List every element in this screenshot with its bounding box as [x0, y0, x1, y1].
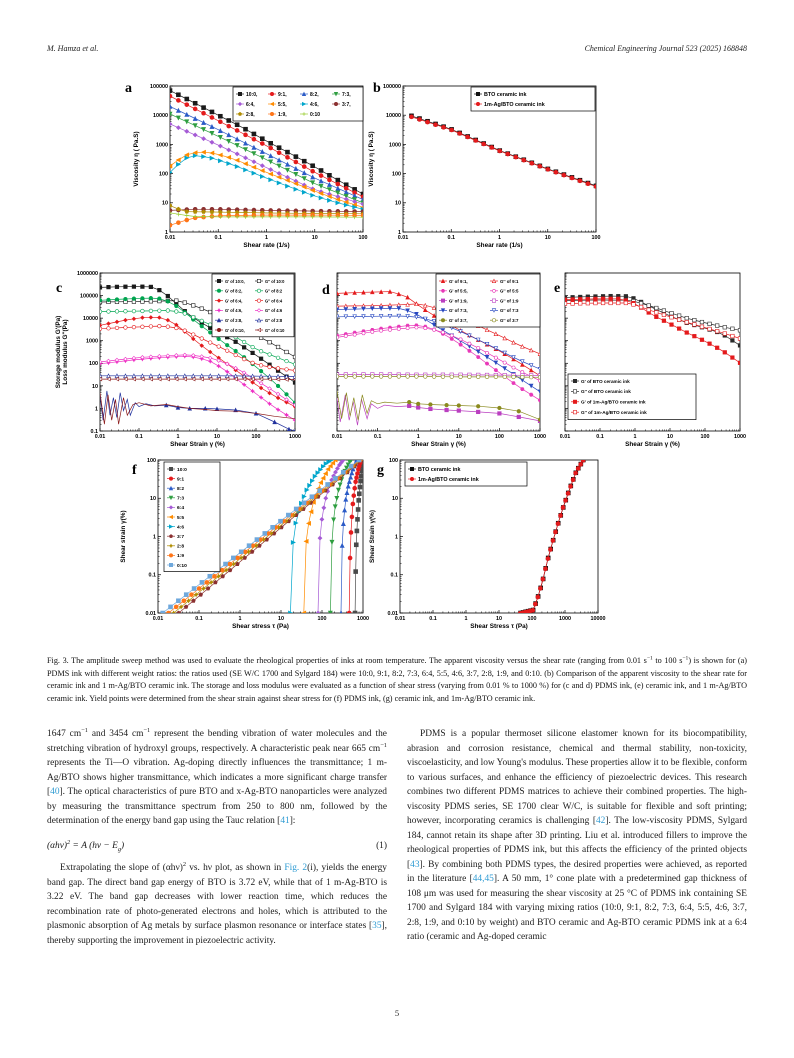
text-segment: to 100 s: [652, 656, 683, 665]
text-segment: (i), yields the energy band gap. The direct band gap energy of BTO is 3.72 eV, while that of 1 m-Ag-BTO is 3.22 eV. The band gap decreases with lower reaction time, which reduces the recombination rate of photo-generated electrons and holes, which is attributed to the plasmonic absorption of Ag metals by surface plasmon resonance or interface states [: [47, 863, 387, 931]
svg-text:0.1: 0.1: [390, 572, 398, 579]
figure-caption: [47, 655, 747, 706]
svg-text:3:7,: 3:7,: [342, 101, 351, 108]
svg-text:1: 1: [165, 229, 168, 236]
svg-text:5:5: 5:5: [177, 515, 185, 521]
svg-text:1000: 1000: [86, 338, 98, 345]
text-segment: −1: [646, 655, 653, 662]
svg-text:b: b: [373, 81, 381, 96]
svg-text:10: 10: [455, 434, 462, 440]
svg-text:G'' of BTO ceramic ink: G'' of BTO ceramic ink: [581, 389, 631, 395]
svg-text:0.1: 0.1: [373, 434, 382, 440]
svg-text:1000: 1000: [289, 434, 301, 440]
svg-text:1:9,: 1:9,: [278, 111, 287, 118]
svg-text:G'' of 6:4: G'' of 6:4: [265, 298, 283, 304]
svg-text:Shear rate (1/s): Shear rate (1/s): [476, 242, 523, 249]
svg-text:0:10: 0:10: [177, 563, 187, 569]
svg-text:100: 100: [389, 457, 398, 464]
text-segment: represents the Ti—O vibration. Ag-doping directly influences the transmittance; 1 m-Ag/BTO shows higher transmittance, which indicates a more significant charge transfer [: [47, 758, 387, 797]
svg-text:100: 100: [317, 616, 327, 622]
text-segment: ]:: [289, 816, 296, 826]
svg-text:6:4,: 6:4,: [246, 101, 255, 108]
svg-text:3:7: 3:7: [177, 535, 185, 540]
svg-text:Shear Strain γ (%): Shear Strain γ (%): [170, 441, 225, 448]
svg-text:7:3,: 7:3,: [342, 91, 351, 98]
svg-text:1: 1: [176, 434, 180, 440]
svg-text:Shear Strain γ (%): Shear Strain γ (%): [625, 441, 680, 448]
svg-text:0.1: 0.1: [596, 434, 604, 440]
panel-a-chart: [95, 70, 375, 262]
text-segment: −1: [380, 741, 387, 749]
paragraph: [407, 727, 747, 945]
svg-text:100: 100: [251, 434, 261, 440]
svg-text:G'' of 4:6: G'' of 4:6: [265, 308, 283, 314]
header-authors: M. Hamza et al.: [47, 44, 99, 53]
reference-link[interactable]: 40: [50, 787, 60, 797]
body-text: [47, 727, 747, 948]
svg-text:10000: 10000: [83, 316, 98, 323]
text-segment: 2: [182, 860, 187, 868]
svg-text:Shear strain γ(%): Shear strain γ(%): [120, 510, 127, 563]
panel-e-chart: [550, 262, 760, 458]
svg-text:G' of 1:9,: G' of 1:9,: [449, 298, 468, 304]
text-segment: Fig. 3. The amplitude sweep method was used to evaluate the rheological properties of inks at room temperature. The apparent viscosity versus the shear rate (ranging from 0.01 s: [47, 656, 647, 665]
svg-text:1: 1: [464, 616, 468, 622]
svg-text:Shear Stress τ (Pa): Shear Stress τ (Pa): [470, 623, 528, 630]
svg-text:1m-Ag/BTO ceramic ink: 1m-Ag/BTO ceramic ink: [484, 101, 545, 108]
svg-text:0.1: 0.1: [429, 616, 437, 622]
svg-text:10000: 10000: [153, 113, 168, 120]
svg-text:G' of 9:1,: G' of 9:1,: [449, 278, 468, 284]
svg-text:10: 10: [150, 496, 156, 503]
text-segment: 2: [67, 838, 71, 846]
panel-f-chart: [108, 452, 383, 650]
svg-text:1000: 1000: [734, 434, 746, 440]
svg-text:1000: 1000: [389, 142, 401, 149]
text-segment: g: [117, 845, 122, 853]
reference-link[interactable]: 41: [280, 816, 290, 826]
svg-text:0.01: 0.01: [397, 235, 409, 241]
svg-text:0.01: 0.01: [387, 610, 398, 617]
svg-text:1000: 1000: [534, 434, 546, 440]
svg-text:1: 1: [153, 534, 156, 541]
svg-text:G'' of 1:9: G'' of 1:9: [500, 298, 519, 304]
text-segment: −1: [81, 726, 88, 734]
text-segment: 1647 cm: [47, 729, 82, 739]
svg-text:c: c: [56, 281, 63, 296]
svg-text:1: 1: [238, 616, 242, 622]
text-segment: and 3454 cm: [87, 729, 144, 739]
svg-text:G' of 2:8,: G' of 2:8,: [225, 318, 243, 323]
svg-text:BTO ceramic ink: BTO ceramic ink: [484, 91, 527, 98]
svg-text:e: e: [554, 281, 561, 296]
svg-text:0.1: 0.1: [148, 572, 156, 579]
svg-text:Loss modulus G''(Pa): Loss modulus G''(Pa): [62, 319, 69, 385]
svg-text:Shear rate (1/s): Shear rate (1/s): [243, 242, 290, 249]
svg-text:G' of 8:2,: G' of 8:2,: [225, 288, 243, 294]
svg-text:1m-Ag/BTO ceramic ink: 1m-Ag/BTO ceramic ink: [418, 476, 479, 483]
svg-text:100: 100: [89, 361, 98, 368]
svg-text:0.1: 0.1: [214, 235, 222, 241]
text-segment: = A (hν − E: [70, 840, 118, 851]
svg-text:0.01: 0.01: [164, 235, 176, 241]
svg-text:10: 10: [544, 235, 551, 241]
text-segment: (αhν): [47, 840, 68, 851]
text-segment: represent the bending vibration of water molecules and the stretching vibration of hydroxyl groups, respectively. A characteristic peak near 665 cm: [47, 729, 387, 754]
text-segment: ]. By combining both PDMS types, the desired properties were achieved, as reported in the literature [: [407, 859, 747, 884]
svg-text:100000: 100000: [80, 293, 98, 300]
svg-text:1: 1: [498, 235, 501, 241]
svg-text:9:1,: 9:1,: [278, 91, 287, 98]
svg-text:100: 100: [494, 434, 504, 440]
svg-text:100: 100: [159, 171, 168, 178]
svg-text:G'' of 5:5: G'' of 5:5: [500, 288, 519, 294]
text-segment: −1: [682, 655, 689, 662]
panel-d-chart: [322, 262, 572, 458]
equation-number: (1): [376, 840, 387, 851]
svg-text:0.1: 0.1: [135, 434, 143, 440]
panel-g-chart: [368, 452, 668, 650]
svg-text:8:2: 8:2: [177, 487, 185, 492]
svg-text:5:5,: 5:5,: [278, 101, 287, 108]
panel-c-chart: [52, 262, 324, 458]
reference-link[interactable]: Fig. 2: [284, 863, 308, 873]
text-segment: ]. The optical characteristics of pure BTO and x-Ag-BTO nanoparticles were analyzed by measuring the transmittance spectrum from 250 to 800 nm, followed by the determination of the energy band gap using the Tauc relation [: [47, 787, 387, 826]
svg-text:10: 10: [214, 434, 220, 440]
svg-text:1: 1: [395, 534, 398, 541]
paragraph: [47, 727, 387, 829]
svg-text:0.1: 0.1: [90, 428, 98, 435]
svg-text:100: 100: [358, 235, 368, 241]
svg-text:100: 100: [527, 616, 537, 622]
svg-text:9:1: 9:1: [177, 477, 185, 483]
text-segment: PDMS is a popular thermoset silicone elastomer known for its biocompatibility, abrasion and corrosion resistance, chemical and thermal stability, non-toxicity, viscoelasticity, and low Young's modulus. These properties allow it to be flexible, conform to various surfaces, and enhance the efficiency of piezoelectric devices. This research combines two different PDMS matrices to achieve their combined properties. The high-viscosity PDMS series, SE 1700 clear W/C, is suitable for flexible and soft printing; however, incorporating ceramics is challenging [: [407, 729, 747, 826]
svg-text:g: g: [377, 463, 384, 478]
svg-text:G' of 6:4,: G' of 6:4,: [225, 298, 243, 304]
svg-text:1000: 1000: [357, 616, 369, 622]
svg-text:G' of 0:10,: G' of 0:10,: [225, 327, 245, 333]
text-segment: ): [121, 840, 125, 851]
svg-text:10: 10: [92, 383, 98, 390]
svg-text:G' of 7:3,: G' of 7:3,: [449, 308, 468, 314]
svg-text:10:0: 10:0: [177, 467, 187, 473]
svg-text:10: 10: [392, 496, 398, 503]
svg-text:7:3: 7:3: [177, 496, 185, 502]
text-segment: ) is shown for (a) PDMS ink with different weight ratios: the ratios used (SE W/C 1700 and Sylgard 184) were 10:0, 9:1, 8:2, 7:3, 6:4, 5:5, 4:6, 3:7, 2:8, 1:9, and 0:10. (b) Comparison of the apparent viscosity to the shear rate for ceramic ink and 1 m-Ag/BTO ceramic ink. The storage and loss modulus were evaluated as a function of shear stress (varying from 0.01 % to 1000 %) for (c and d) PDMS ink, (e) ceramic ink, and 1 m-Ag/BTO ceramic ink. Yield points were determined from the shear strain against shear stress for (f) PDMS ink, (g) ceramic ink, and 1m-Ag/BTO ceramic ink.: [47, 656, 747, 704]
text-segment: vs. hν plot, as shown in: [186, 863, 285, 873]
svg-text:G' of 5:5,: G' of 5:5,: [449, 288, 468, 294]
svg-text:100: 100: [591, 235, 601, 241]
svg-text:1: 1: [398, 229, 401, 236]
svg-text:1000: 1000: [559, 616, 571, 622]
svg-text:G'' of 8:2: G'' of 8:2: [265, 288, 283, 294]
reference-link[interactable]: 43: [410, 859, 420, 870]
svg-text:1: 1: [633, 434, 637, 440]
svg-text:10: 10: [278, 616, 284, 622]
header-journal: Chemical Engineering Journal 523 (2025) 168848: [584, 44, 747, 53]
svg-text:0.01: 0.01: [145, 610, 156, 617]
panel-b-chart: [365, 70, 650, 262]
reference-link[interactable]: 44,45: [472, 874, 494, 884]
svg-text:1: 1: [265, 235, 268, 241]
svg-text:G'' of 10:0: G'' of 10:0: [265, 278, 285, 284]
svg-text:0.1: 0.1: [447, 235, 455, 241]
svg-text:0.1: 0.1: [195, 616, 203, 622]
svg-text:100: 100: [700, 434, 710, 440]
svg-text:Shear stress τ (Pa): Shear stress τ (Pa): [232, 623, 289, 630]
svg-text:100000: 100000: [150, 83, 168, 90]
svg-text:G'' of 0:10: G'' of 0:10: [265, 327, 285, 333]
svg-text:1: 1: [416, 434, 420, 440]
svg-text:G'' of 9:1: G'' of 9:1: [500, 278, 519, 284]
svg-text:0:10: 0:10: [310, 111, 321, 118]
svg-text:10:0,: 10:0,: [246, 91, 258, 98]
svg-text:1:9: 1:9: [177, 554, 185, 560]
text-segment: −1: [143, 726, 151, 734]
svg-text:100: 100: [147, 457, 156, 464]
paragraph: [47, 861, 387, 948]
svg-text:Viscosity η ( Pa.S): Viscosity η ( Pa.S): [133, 131, 140, 187]
svg-text:0.01: 0.01: [152, 616, 164, 622]
reference-link[interactable]: 35: [372, 921, 382, 931]
equation-body: [47, 839, 124, 854]
svg-text:d: d: [322, 283, 330, 298]
text-segment: ]. The low-viscosity PDMS, Sylgard 184, cannot retain its shape after 3D printing. Liu et al. introduced fillers to improve the rheological properties of PDMS ink, but this affects the efficiency of the printed objects [: [407, 816, 748, 870]
svg-text:BTO ceramic ink: BTO ceramic ink: [418, 466, 461, 473]
svg-text:4:6: 4:6: [177, 525, 185, 531]
svg-text:Storage modulus G'(Pa): Storage modulus G'(Pa): [55, 315, 62, 389]
svg-text:10: 10: [162, 200, 168, 207]
svg-text:G'' of 1m-Ag/BTO ceramic ink: G'' of 1m-Ag/BTO ceramic ink: [581, 410, 647, 415]
right-column: [407, 727, 747, 948]
svg-text:2:8: 2:8: [177, 544, 185, 550]
svg-text:1000: 1000: [156, 142, 168, 149]
svg-text:Shear Strain γ (%): Shear Strain γ (%): [411, 441, 466, 448]
svg-text:6:4: 6:4: [177, 506, 185, 512]
svg-text:1000000: 1000000: [77, 270, 98, 277]
svg-text:G' of 3:7,: G' of 3:7,: [449, 318, 468, 323]
svg-text:Viscosity η ( Pa.S): Viscosity η ( Pa.S): [368, 131, 375, 187]
svg-text:G' of 10:0,: G' of 10:0,: [225, 278, 245, 284]
svg-text:100000: 100000: [383, 83, 401, 90]
svg-text:0.01: 0.01: [559, 434, 571, 440]
svg-text:2:8,: 2:8,: [246, 111, 255, 118]
page-number: 5: [394, 1008, 400, 1018]
svg-text:G'' of 7:3: G'' of 7:3: [500, 308, 519, 314]
text-segment: ]. A 50 mm, 1° cone plate with a predetermined gap thickness of 108 μm was used for measuring the shear viscosity at 25 °C of PDMS ink containing SE 1700 and Sylgard 184 with varying mixing ratios (10:0, 9:1, 8:2, 7:3, 6:4, 5:5, 4:6, 3:7, 2:8, 1:9, and 0:10 by weight) and BTO ceramic and Ag-BTO ceramic PDMS ink at a 6:4 ratio (ceramic and Ag-doped ceramic: [407, 874, 748, 942]
svg-text:8:2,: 8:2,: [310, 91, 319, 98]
svg-text:G'' of 2:8: G'' of 2:8: [265, 318, 283, 323]
text-segment: Extrapolating the slope of (αhν): [60, 863, 183, 873]
svg-text:0.01: 0.01: [94, 434, 106, 440]
svg-text:a: a: [125, 81, 132, 96]
equation-1: [47, 839, 387, 854]
svg-text:10000: 10000: [386, 113, 401, 120]
svg-text:10: 10: [667, 434, 673, 440]
svg-text:G'' of 3:7: G'' of 3:7: [500, 318, 519, 323]
svg-text:1: 1: [95, 406, 98, 413]
svg-text:Shear Strain γ(%): Shear Strain γ(%): [369, 510, 376, 563]
svg-text:4:6,: 4:6,: [310, 101, 319, 108]
svg-text:f: f: [132, 463, 137, 478]
reference-link[interactable]: 42: [595, 816, 606, 826]
left-column: [47, 727, 387, 948]
svg-text:10: 10: [395, 200, 401, 207]
svg-text:G' of 4:6,: G' of 4:6,: [225, 308, 243, 314]
text-segment: ], thereby supporting the improvement in piezoelectric activity.: [47, 921, 387, 946]
svg-text:100: 100: [392, 171, 401, 178]
svg-text:10000: 10000: [590, 616, 606, 622]
svg-text:G' of BTO ceramic ink: G' of BTO ceramic ink: [581, 378, 630, 384]
svg-text:10: 10: [311, 235, 318, 241]
svg-text:10: 10: [496, 616, 502, 622]
svg-text:0.01: 0.01: [331, 434, 343, 440]
svg-text:G' of 1m-Ag/BTO ceramic ink: G' of 1m-Ag/BTO ceramic ink: [581, 399, 646, 405]
svg-text:0.01: 0.01: [394, 616, 406, 622]
